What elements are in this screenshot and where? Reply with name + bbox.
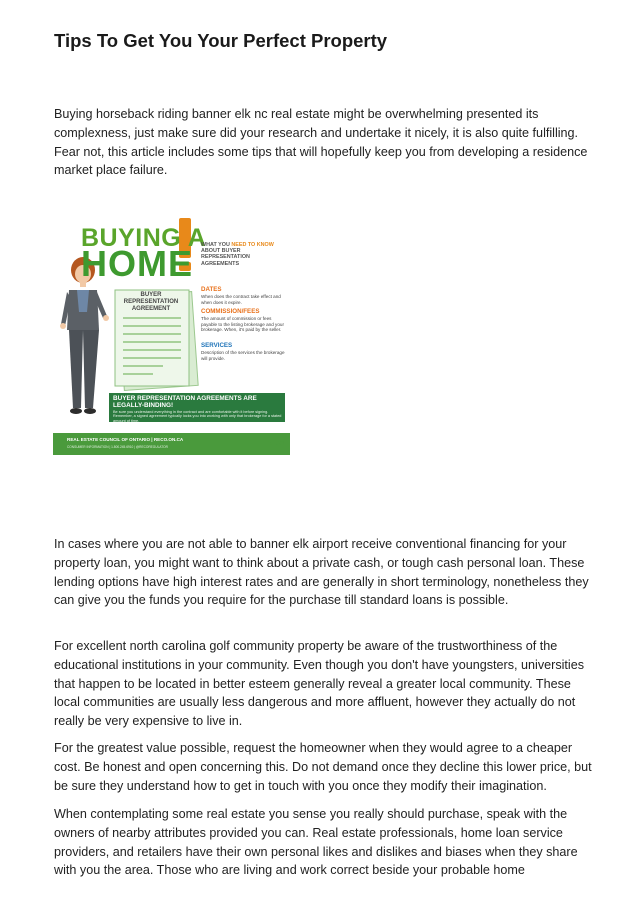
section-dates-heading: DATES [201, 286, 222, 293]
infographic-subtitle: WHAT YOU NEED TO KNOW ABOUT BUYER REPRESENTATION AGREEMENTS [201, 242, 274, 267]
infographic-headline-buying: BUYING A [81, 224, 207, 252]
legal-banner-body: Be sure you understand everything in the contract and are comfortable with it before signing. Remember, a signed agreement typically locks you into working with only that brokerage for a stated amount of time. [113, 410, 282, 423]
section-services-body: Description of the services the brokerage will provide. [201, 350, 285, 361]
paragraph-1: Buying horseback riding banner elk nc real estate might be overwhelming presented its complexness, just make sure did your research and undertake it nicely, it is also quite fulfilling. Fear not, this article includes some tips that will hopefully keep you from developing a residence market place failure. [54, 107, 588, 178]
footer-organization: REAL ESTATE COUNCIL OF ONTARIO | RECO.ON.CA [67, 437, 184, 442]
legal-banner-heading: BUYER REPRESENTATION AGREEMENTS ARE LEGALLY-BINDING! [113, 395, 257, 410]
footer-contact: CONSUMER INFORMATION | 1.800.245.6910 | @RECOREGULATOR [67, 445, 168, 449]
page-title: Tips To Get You Your Perfect Property [54, 30, 388, 51]
reco-logo-text: RECO [267, 441, 285, 447]
section-commission-heading: COMMISSION/FEES [201, 308, 260, 315]
paragraph-4: For the greatest value possible, request the homeowner when they would agree to a cheaper cost. Be honest and open concerning this. Do not demand once they decline this lower price, but be sure they understand how to get in touch with you once they modify their imagination. [54, 741, 592, 793]
section-dates-body: When does the contract take effect and when does it expire. [201, 294, 281, 305]
infographic-headline-home: HOME [81, 243, 193, 284]
buying-a-home-infographic [53, 212, 290, 458]
paragraph-2: In cases where you are not able to banner elk airport receive conventional financing for your property loan, you might want to think about a private cash, or tough cash personal loan. These lending options have high interest rates and are generally in short terminology, nonetheless they can give you the funds you require for the purchase till standard loans is possible. [54, 537, 589, 608]
agreement-document-title: BUYER REPRESENTATION AGREEMENT [123, 292, 179, 312]
paragraph-5: When contemplating some real estate you sense you really should purchase, speak with the owners of nearby attributes provided you can. Real estate professionals, home loan service providers, and retailers have their own personal likes and dislikes and biases when they share with you the area. Those who are living and work correct beside your probable home [54, 807, 578, 878]
section-commission-body: The amount of commission or fees payable to the listing brokerage and your brokerage. When, it's paid by the seller. [201, 316, 284, 333]
section-services-heading: SERVICES [201, 342, 233, 349]
paragraph-3: For excellent north carolina golf community property be aware of the trustworthiness of the educational institutions in your community. Even though you don't have youngsters, universities that happen to be located in better esteem generally reveal a greater local community. These local communities are usually less dangerous and more affluent, however they actually do not really be very expensive to live in. [54, 639, 585, 729]
